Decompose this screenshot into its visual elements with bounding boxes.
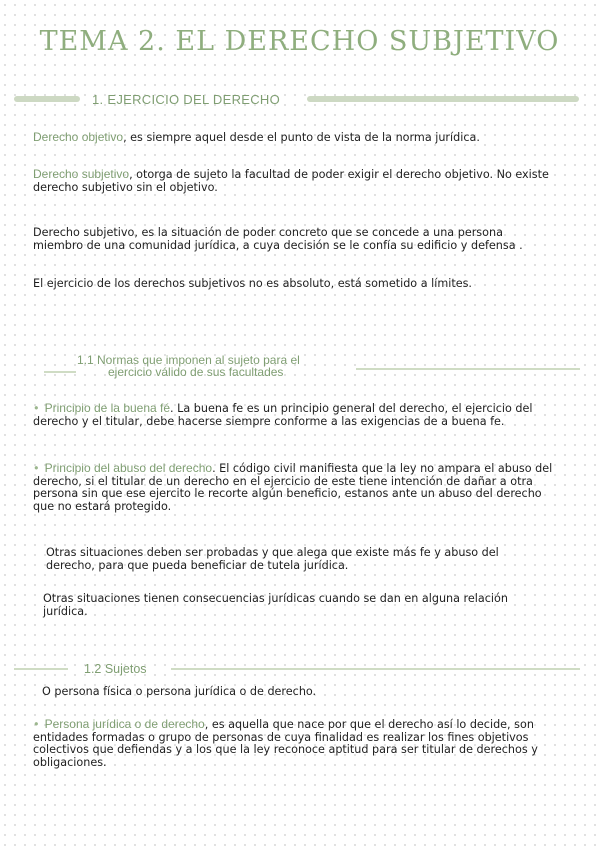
bullet-icon: • — [33, 402, 40, 415]
section-bar-left — [14, 96, 80, 102]
term-buena-fe: Principio de la buena fé — [44, 401, 171, 415]
subsection-heading-line2: ejercicio válido de sus facultades — [108, 365, 284, 379]
bullet-icon: • — [33, 718, 40, 731]
term-derecho-objetivo: Derecho objetivo — [33, 130, 124, 144]
list-item-persona-juridica — [33, 718, 563, 769]
term-abuso: Principio del abuso del derecho — [44, 461, 213, 475]
paragraph-derecho-objetivo — [33, 131, 553, 145]
term-derecho-subjetivo: Derecho subjetivo — [33, 167, 130, 181]
page-title: TEMA 2. EL DERECHO SUBJETIVO — [39, 26, 560, 57]
section-rule-right — [171, 668, 580, 670]
section-heading: 1. EJERCICIO DEL DERECHO — [92, 92, 281, 107]
text-derecho-objetivo: , es siempre aquel desde el punto de vista de la norma jurídica. — [123, 131, 480, 144]
paragraph-persona: O persona física o persona jurídica o de derecho. — [42, 685, 317, 698]
text-derecho-subjetivo: , otorga de sujeto la facultad de poder exigir el derecho objetivo. No existe derecho subjetivo sin el objetivo. — [33, 168, 549, 194]
term-persona-juridica: Persona jurídica o de derecho — [44, 717, 205, 731]
paragraph-otras-situaciones-1: Otras situaciones deben ser probadas y que alega que existe más fe y abuso del derecho, para que pueda beneficiar de tutela jurídica. — [46, 546, 499, 572]
bullet-icon: • — [33, 462, 40, 475]
paragraph-otras-situaciones-2: Otras situaciones tienen consecuencias jurídicas cuando se dan en alguna relación jurídica. — [43, 592, 508, 618]
subsection-heading: 1.2 Sujetos — [84, 662, 147, 676]
list-item-abuso — [33, 462, 558, 513]
paragraph-situacion: Derecho subjetivo, es la situación de poder concreto que se concede a una persona miembro de una comunidad jurídica, a cuya decisión se le confía su edificio y defensa . — [33, 226, 523, 252]
text-buena-fe: . La buena fe es un principio general del derecho, el ejercicio del derecho y el titular, debe hacerse siempre conforme a las exigencias de a buena fe. — [33, 402, 533, 428]
section-rule-left — [44, 371, 76, 373]
section-bar-right — [307, 96, 579, 102]
subsection-heading-line1: 1.1 Normas que imponen al sujeto para el — [77, 353, 300, 367]
section-rule-left — [14, 668, 68, 670]
paragraph-derecho-subjetivo — [33, 168, 553, 194]
paragraph-ejercicio: El ejercicio de los derechos subjetivos no es absoluto, está sometido a límites. — [33, 277, 472, 290]
text-persona-juridica: , es aquella que nace por que el derecho así lo decide, son entidades formadas o grupo de personas de cuya finalidad es realizar los fines objetivos colectivos que defiendas y a los que la ley reconoce aptitud para ser titular de derechos y obligaciones. — [33, 718, 538, 769]
list-item-buena-fe — [33, 402, 558, 428]
section-rule-right — [356, 368, 580, 370]
text-abuso: . El código civil manifiesta que la ley no ampara el abuso del derecho, si el titular de un derecho en el ejercicio de este tiene intención de dañar a otra persona sin que ese ejercito le recorte algún beneficio, estanos ante un abuso del derecho que no estará protegido. — [33, 462, 553, 513]
